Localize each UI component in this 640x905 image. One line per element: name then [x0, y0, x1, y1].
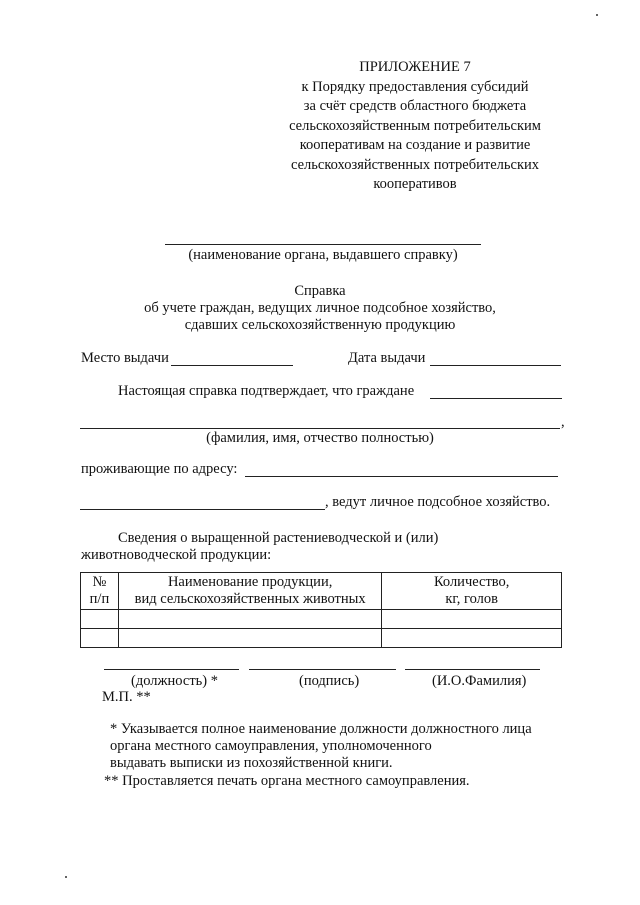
appendix-line: за счёт средств областного бюджета	[303, 98, 527, 114]
confirm-text: Настоящая справка подтверждает, что граждане	[118, 383, 415, 399]
citizens-blank-line	[430, 398, 562, 399]
table-cell	[81, 629, 119, 648]
date-blank-line	[430, 365, 561, 366]
table-header-product: Наименование продукции, вид сельскохозяйственных животных	[118, 573, 381, 610]
table-cell	[382, 629, 562, 648]
appendix-line: сельскохозяйственных потребительских	[290, 156, 539, 173]
table-header-row	[81, 573, 562, 610]
signature-caption: (подпись)	[299, 673, 360, 689]
table-cell	[118, 629, 381, 648]
footnote-1-line-3: выдавать выписки из похозяйственной книги.	[110, 755, 393, 771]
signature-blank-line	[249, 669, 396, 670]
position-caption: (должность) *	[131, 673, 218, 689]
scan-speck	[65, 876, 67, 878]
footnote-1-line-2: органа местного самоуправления, уполномоченного	[110, 738, 432, 754]
certificate-subtitle-2: сдавших сельскохозяйственную продукцию	[184, 317, 456, 333]
address-blank-line	[245, 476, 558, 477]
name-caption: (И.О.Фамилия)	[432, 673, 527, 689]
position-blank-line	[104, 669, 239, 670]
issuer-caption: (наименование органа, выдавшего справку)	[188, 247, 458, 263]
appendix-line: к Порядку предоставления субсидий	[301, 78, 529, 95]
table-cell	[382, 610, 562, 629]
appendix-header	[230, 58, 600, 195]
table-cell	[118, 610, 381, 629]
product-table	[80, 572, 562, 648]
table-row	[81, 610, 562, 629]
household-text: , ведут личное подсобное хозяйство.	[325, 494, 551, 510]
table-cell	[81, 610, 119, 629]
table-header-number: № п/п	[81, 573, 119, 610]
footnote-2: ** Проставляется печать органа местного самоуправления.	[104, 773, 470, 789]
name-blank-line	[405, 669, 540, 670]
certificate-subtitle-1: об учете граждан, ведущих личное подсобное хозяйство,	[144, 300, 496, 316]
fio-comma: ,	[561, 414, 565, 430]
appendix-line: кооперативов	[373, 176, 457, 192]
address-label: проживающие по адресу:	[81, 461, 238, 477]
appendix-title: ПРИЛОЖЕНИЕ 7	[359, 59, 471, 75]
issuer-blank-line	[165, 244, 481, 245]
place-blank-line	[171, 365, 293, 366]
footnote-1-line-1: * Указывается полное наименование должности должностного лица	[110, 721, 532, 737]
info-line-2: животноводческой продукции:	[81, 547, 272, 563]
appendix-line: кооперативам на создание и развитие	[299, 137, 531, 153]
place-label: Место выдачи	[81, 350, 169, 366]
date-label: Дата выдачи	[348, 350, 426, 366]
certificate-title: Справка	[294, 283, 346, 299]
address-continuation-line	[80, 509, 325, 510]
scan-speck	[596, 14, 598, 16]
fio-blank-line	[80, 428, 560, 429]
info-line-1: Сведения о выращенной растениеводческой и (или)	[118, 530, 439, 546]
appendix-line: сельскохозяйственным потребительским	[289, 117, 541, 134]
fio-caption: (фамилия, имя, отчество полностью)	[206, 430, 434, 446]
table-row	[81, 629, 562, 648]
table-header-quantity: Количество, кг, голов	[382, 573, 562, 610]
stamp-label: М.П. **	[102, 689, 151, 705]
